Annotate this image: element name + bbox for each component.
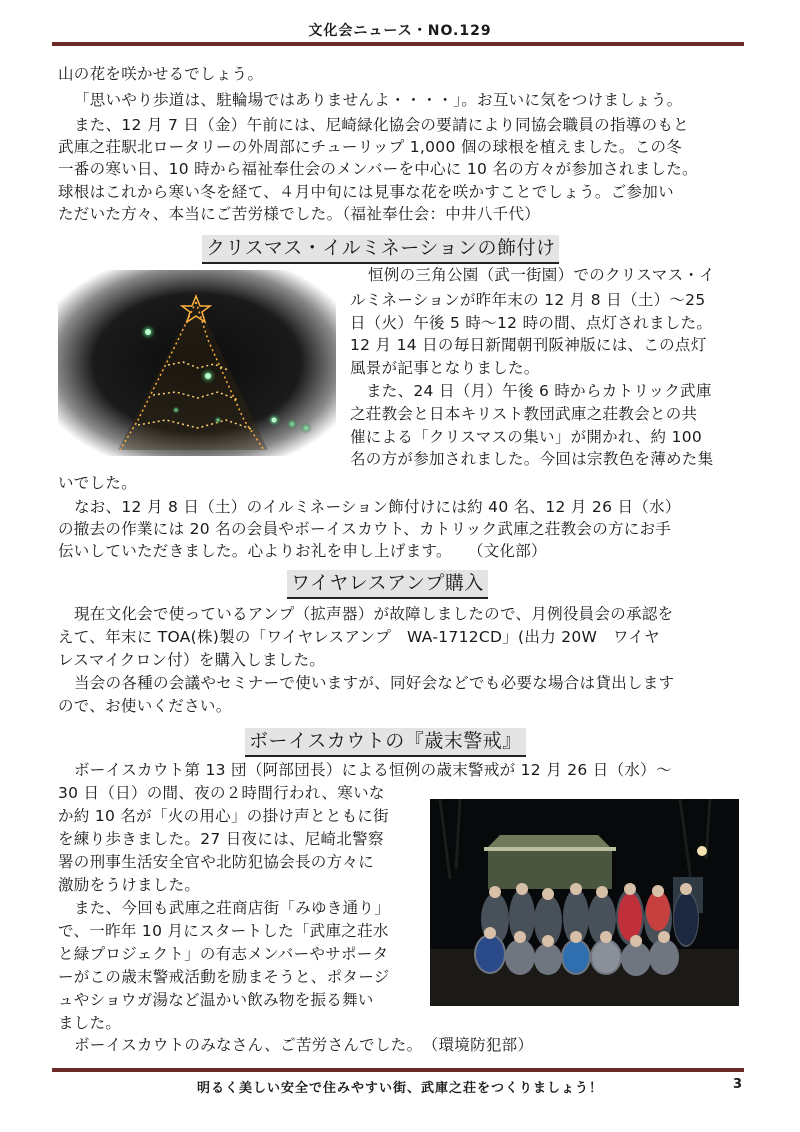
scout-line: また、今回も武庫之荘商店街「みゆき通り」 (74, 899, 391, 917)
header-rule (52, 42, 744, 46)
amp-line: 当会の各種の会議やセミナーで使いますが、同好会などでも必要な場合は貸出します (74, 674, 675, 692)
christmas-line: いでした。 (58, 474, 138, 492)
christmas-illumination-photo (58, 270, 336, 456)
footer-slogan: 明るく美しい安全で住みやすい街、武庫之荘をつくりましょう！ (196, 1081, 603, 1096)
christmas-line: なお、12 月 8 日（土）のイルミネーション飾付けには約 40 名、12 月 26 日（水） (74, 498, 681, 516)
intro-line: また、12 月 7 日（金）午前には、尼崎緑化協会の要請により同協会職員の指導のもと (74, 116, 689, 134)
footer-rule (52, 1068, 744, 1072)
intro-line: 球根はこれから寒い冬を経て、４月中旬には見事な花を咲かすことでしょう。ご参加い (58, 183, 674, 201)
amp-line: えて、年末に TOA(株)製の「ワイヤレスアンプ WA-1712CD」(出力 20W ワイヤ (58, 628, 660, 646)
christmas-heading: クリスマス・イルミネーションの飾付け (202, 235, 559, 264)
christmas-line: ルミネーションが昨年末の 12 月 8 日（土）～25 (350, 291, 706, 309)
scout-heading: ボーイスカウトの『歳末警戒』 (245, 728, 526, 757)
scout-line: ボーイスカウトのみなさん、ご苦労さんでした。 （環境防犯部） (74, 1036, 534, 1054)
scout-line: か約 10 名が「火の用心」の掛け声とともに街 (58, 807, 389, 825)
scout-line: ボーイスカウト第 13 団（阿部団長）による恒例の歳末警戒が 12 月 26 日（水）～ (74, 761, 672, 779)
intro-line: ただいた方々、本当にご苦労様でした。（福祉奉仕会：中井八千代） (58, 205, 541, 223)
intro-line: 「思いやり歩道は、駐輪場ではありませんよ・・・・」。お互いに気をつけましょう。 (74, 91, 683, 109)
scout-line: と緑プロジェクト」の有志メンバーやサポータ (58, 945, 389, 963)
boy-scout-group-photo (430, 799, 739, 1006)
scout-line: 激励をうけました。 (58, 876, 201, 894)
christmas-line: 風景が記事となりました。 (350, 359, 540, 377)
christmas-line: の撤去の作業には 20 名の会員やボーイスカウト、カトリック武庫之荘教会の方にお手 (58, 520, 672, 538)
amp-line: ので、お使いください。 (58, 697, 232, 715)
scout-line: ュやショウガ湯など温かい飲み物を振る舞い (58, 991, 374, 1009)
scout-line: 30 日（日）の間、夜の２時間行われ、寒いな (58, 784, 385, 802)
christmas-line: 催による「クリスマスの集い」が開かれ、約 100 (350, 428, 703, 446)
scout-line: を練り歩きました。27 日夜には、尼崎北警察 (58, 830, 384, 848)
christmas-line: 伝いしていただきました。心よりお礼を申し上げます。 （文化部） (58, 542, 547, 560)
amp-line: レスマイクロン付）を購入しました。 (58, 651, 326, 669)
intro-line: 山の花を咲かせるでしょう。 (58, 65, 264, 83)
christmas-line: また、24 日（月）午後 6 時からカトリック武庫 (366, 382, 712, 400)
amp-line: 現在文化会で使っているアンプ（拡声器）が故障しましたので、月例役員会の承認を (74, 605, 674, 623)
scout-line: ーがこの歳末警戒活動を励まそうと、ポタージ (58, 968, 390, 986)
christmas-line: 之荘教会と日本キリスト教団武庫之荘教会との共 (350, 405, 698, 423)
christmas-line: 日（火）午後 5 時～12 時の間、点灯されました。 (350, 314, 713, 332)
newsletter-title: 文化会ニュース・NO.129 (308, 23, 492, 39)
christmas-line: 12 月 14 日の毎日新聞朝刊阪神版には、この点灯 (350, 336, 707, 354)
scout-line: ました。 (58, 1014, 122, 1032)
amp-heading: ワイヤレスアンプ購入 (287, 570, 488, 599)
scout-line: で、一昨年 10 月にスタートした「武庫之荘水 (58, 922, 389, 940)
christmas-line: 恒例の三角公園（武一街園）でのクリスマス・イ (368, 266, 715, 284)
scout-line: 署の刑事生活安全官や北防犯協会長の方々に (58, 853, 375, 871)
intro-line: 一番の寒い日、10 時から福祉奉仕会のメンバーを中心に 10 名の方々が参加されました。 (58, 160, 698, 178)
intro-line: 武庫之荘駅北ロータリーの外周部にチューリップ 1,000 個の球根を植えました。この冬 (58, 138, 683, 156)
christmas-line: 名の方が参加されました。今回は宗教色を薄めた集 (350, 450, 714, 468)
page-number: 3 (733, 1077, 743, 1092)
